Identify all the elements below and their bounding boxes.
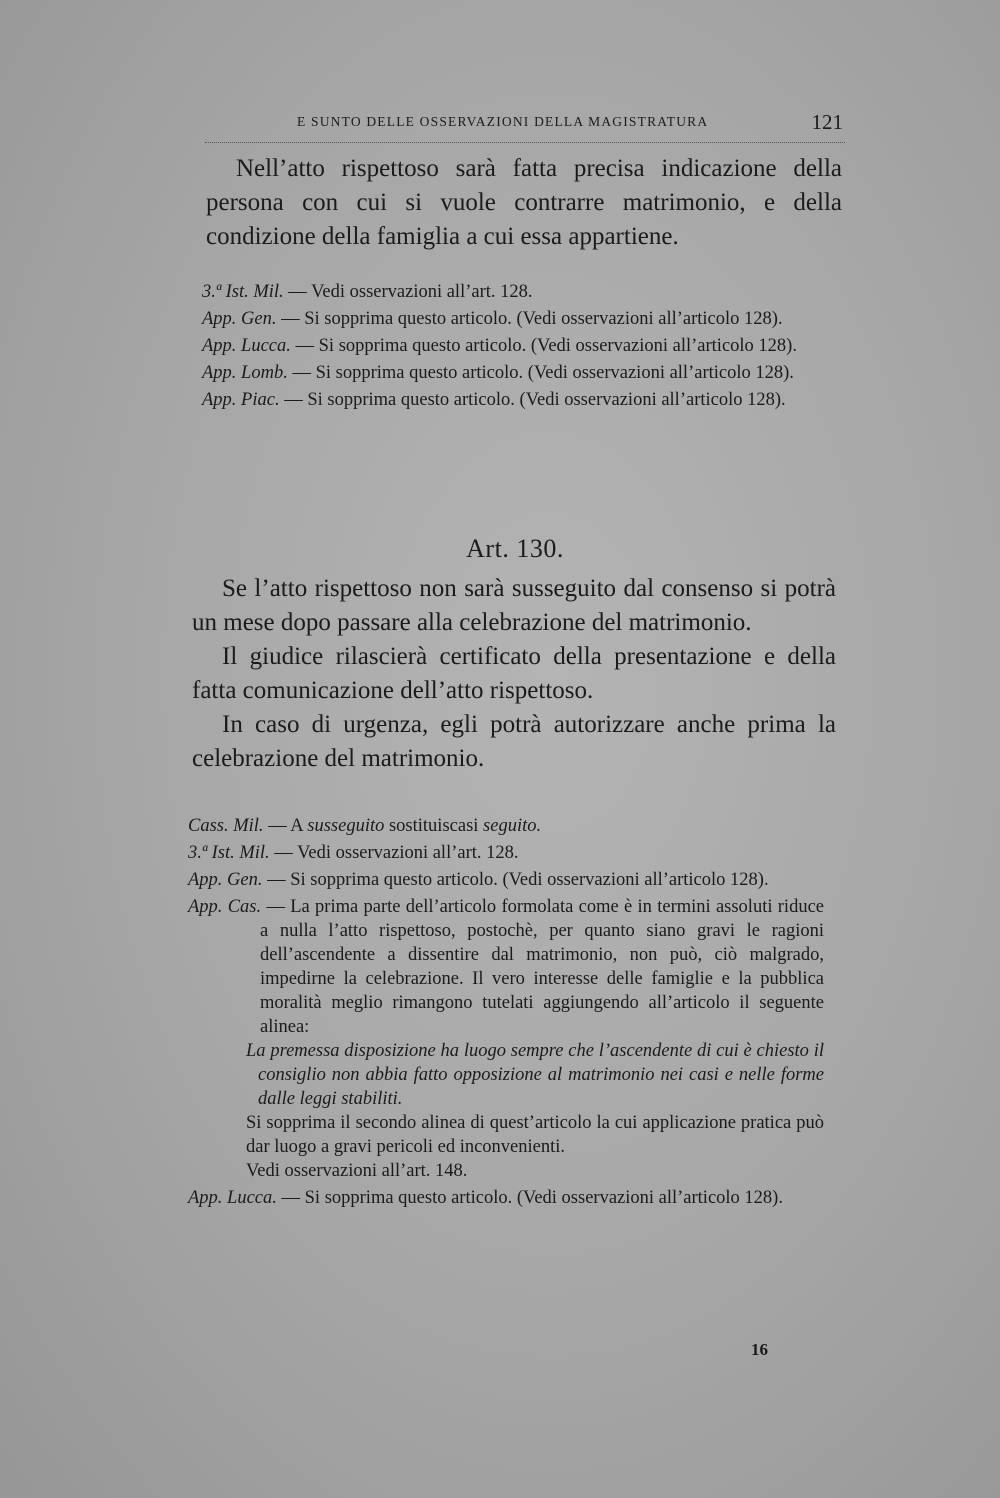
note-text: — Si sopprima questo articolo. (Vedi osservazioni all’articolo 128). <box>281 309 783 329</box>
note-source: App. Lomb. <box>202 363 288 383</box>
article-heading: Art. 130. <box>466 534 564 563</box>
note-text: — Si sopprima questo articolo. (Vedi osservazioni all’articolo 128). <box>281 1188 783 1208</box>
note-term: seguito. <box>483 816 542 836</box>
notes-section-2 <box>188 814 824 1213</box>
note-app-cas-second: Si sopprima il secondo alinea di quest’articolo la cui applicazione pratica può dar luogo a gravi pericoli ed inconvenienti. <box>246 1113 824 1157</box>
signature-mark: 16 <box>751 1340 768 1359</box>
page-number: 121 <box>811 110 843 134</box>
note-app-gen <box>188 868 824 892</box>
note-source: Cass. Mil. <box>188 816 264 836</box>
note-source: 3.ª Ist. Mil. <box>202 282 284 302</box>
note-source: App. Gen. <box>202 309 277 329</box>
notes-section-1 <box>202 280 838 415</box>
note-proposed-alinea: La premessa disposizione ha luogo sempre che l’ascendente di cui è chiesto il consiglio non abbia fatto opposizione al matrimonio nei casi e nelle forme dalle leggi stabiliti. <box>246 1041 824 1109</box>
note-ist-mil <box>188 841 824 865</box>
note-text: — Si sopprima questo articolo. (Vedi osservazioni all’articolo 128). <box>292 363 794 383</box>
note-ist-mil <box>202 280 838 304</box>
note-source: App. Piac. <box>202 390 280 410</box>
note-text: — Vedi osservazioni all’art. 128. <box>274 843 519 863</box>
note-app-cas-third: Vedi osservazioni all’art. 148. <box>246 1161 468 1181</box>
article-paragraph: In caso di urgenza, egli potrà autorizzare anche prima la celebrazione del matrimonio. <box>192 711 836 772</box>
article-paragraph: Il giudice rilascierà certificato della presentazione e della fatta comunicazione dell’atto rispettoso. <box>192 643 836 704</box>
note-app-lomb <box>202 361 838 385</box>
note-text: — Si sopprima questo articolo. (Vedi osservazioni all’articolo 128). <box>267 870 769 890</box>
running-title: E SUNTO DELLE OSSERVAZIONI DELLA MAGISTRATURA <box>297 114 709 129</box>
note-source: App. Cas. <box>188 897 262 917</box>
note-app-piac <box>202 388 838 412</box>
intro-paragraph: Nell’atto rispettoso sarà fatta precisa indicazione della persona con cui si vuole contrarre matrimonio, e della condizione della famiglia a cui essa appartiene. <box>206 155 842 250</box>
note-app-gen <box>202 307 838 331</box>
note-app-lucca <box>188 1186 824 1210</box>
note-app-cas-first <box>188 895 824 1039</box>
note-cass-mil <box>188 814 824 838</box>
note-app-lucca <box>202 334 838 358</box>
note-text: — Vedi osservazioni all’art. 128. <box>288 282 533 302</box>
note-source: 3.ª Ist. Mil. <box>188 843 270 863</box>
note-text: sostituiscasi <box>388 816 479 836</box>
note-app-cas <box>188 895 824 1183</box>
intro-section <box>206 152 842 254</box>
note-term: susseguito <box>307 816 385 836</box>
note-source: App. Gen. <box>188 870 263 890</box>
article-body <box>192 572 836 776</box>
note-source: App. Lucca. <box>202 336 291 356</box>
note-text: — La prima parte dell’articolo formolata come è in termini assoluti riduce a nulla l’atto rispettoso, postochè, per quanto siano gravi le ragioni dell’ascendente a dissentire dal matrimonio, non può, ciò malgrado, impedirne la celebrazione. Il vero interesse delle famiglie e la pubblica moralità meglio rimangono tutelati aggiungendo all’articolo il seguente alinea: <box>260 897 824 1037</box>
note-source: App. Lucca. <box>188 1188 277 1208</box>
note-text: — Si sopprima questo articolo. (Vedi osservazioni all’articolo 128). <box>284 390 786 410</box>
page-header <box>205 108 845 143</box>
article-paragraph: Se l’atto rispettoso non sarà susseguito dal consenso si potrà un mese dopo passare alla celebrazione del matrimonio. <box>192 575 836 636</box>
note-text: — Si sopprima questo articolo. (Vedi osservazioni all’articolo 128). <box>295 336 797 356</box>
note-dash: — A <box>268 816 303 836</box>
